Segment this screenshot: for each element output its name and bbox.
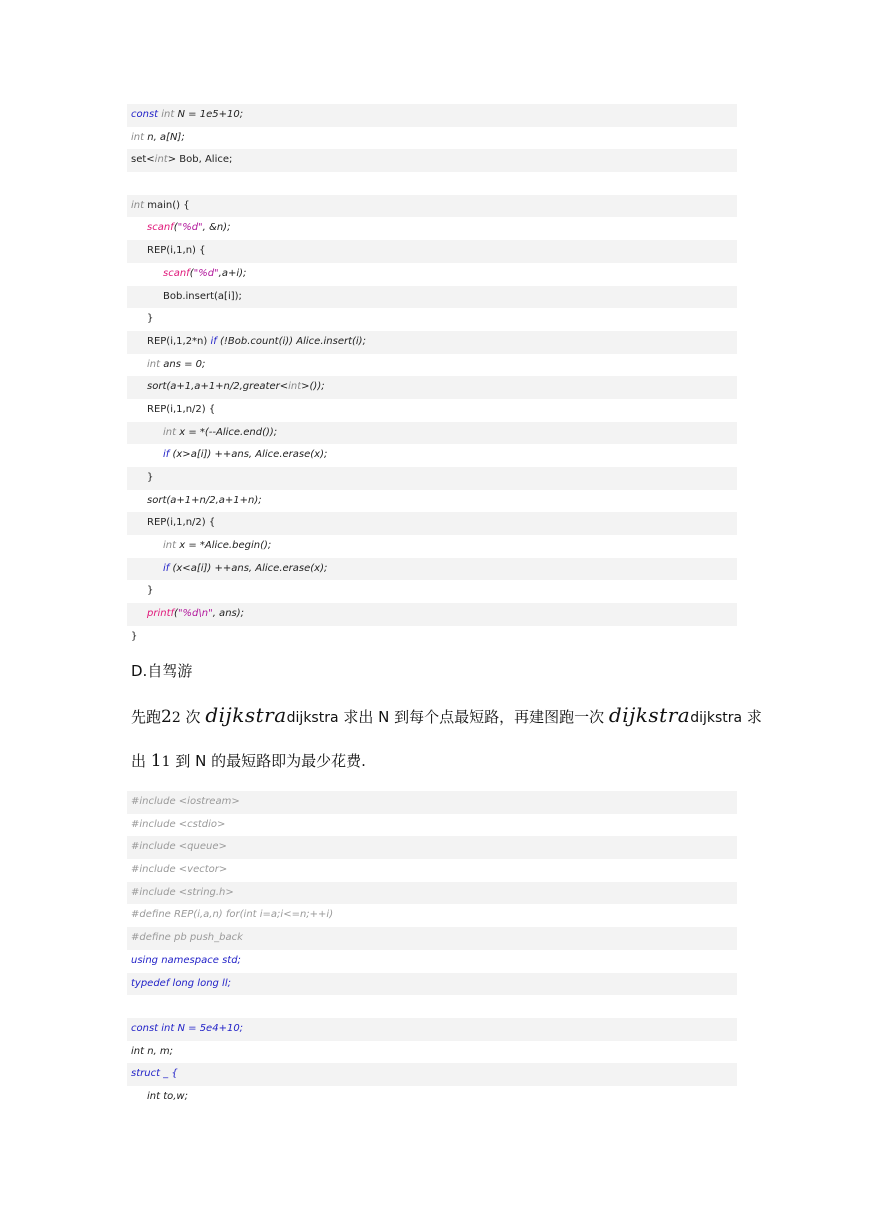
code-line: using namespace std; (131, 954, 241, 966)
code-block-1 (127, 104, 737, 649)
code-line: #include <string.h> (127, 882, 737, 905)
paragraph-line-1: 先跑22 次 dijkstradijkstra 求出 N 到每个点最短路，再建图跑一次 dijkstradijkstra 求 (131, 703, 762, 727)
code-line: sort(a+1+n/2,a+1+n); (147, 494, 262, 506)
code-line: int ans = 0; (147, 358, 206, 370)
code-line: #define REP(i,a,n) for(int i=a;i<=n;++i) (131, 909, 334, 921)
code-line: } (131, 630, 138, 642)
code-line: REP(i,1,2*n) if (!Bob.count(i)) Alice.insert(i); (127, 331, 737, 354)
code-line: if (x<a[i]) ++ans, Alice.erase(x); (127, 558, 737, 581)
code-line: #include <cstdio> (131, 818, 226, 830)
code-line: REP(i,1,n/2) { (147, 403, 216, 415)
code-line: #include <queue> (127, 836, 737, 859)
code-line: #define pb push_back (127, 927, 737, 950)
code-line: int n, m; (131, 1045, 174, 1057)
code-line: #include <vector> (131, 864, 228, 876)
code-line: } (127, 467, 737, 490)
code-line (127, 172, 737, 195)
code-line: int x = *Alice.begin(); (163, 540, 272, 552)
code-line: const int N = 1e5+10; (127, 104, 737, 127)
code-line: int main() { (127, 195, 737, 218)
code-line: REP(i,1,n/2) { (127, 512, 737, 535)
code-line: #include <iostream> (127, 791, 737, 814)
code-line: if (x>a[i]) ++ans, Alice.erase(x); (163, 449, 328, 461)
code-line: int x = *(--Alice.end()); (127, 422, 737, 445)
code-line: scanf("%d", &n); (147, 222, 231, 234)
code-line: sort(a+1,a+1+n/2,greater<int>()); (127, 376, 737, 399)
paragraph-line-2: 出 11 到 N 的最短路即为最少花费. (131, 751, 366, 771)
code-line: set<int> Bob, Alice; (127, 149, 737, 172)
code-line: } (147, 313, 154, 325)
code-line (127, 995, 737, 1018)
code-line: scanf("%d",a+i); (163, 267, 247, 279)
code-block-2 (127, 791, 737, 1109)
code-line: typedef long long ll; (127, 973, 737, 996)
code-line: } (147, 585, 154, 597)
code-line: struct _ { (127, 1063, 737, 1086)
code-line: REP(i,1,n) { (127, 240, 737, 263)
code-line: int to,w; (147, 1090, 188, 1102)
code-line: const int N = 5e4+10; (127, 1018, 737, 1041)
code-line: int n, a[N]; (131, 131, 185, 143)
code-line: Bob.insert(a[i]); (127, 286, 737, 309)
code-line: printf("%d\n", ans); (127, 603, 737, 626)
section-heading: D.自驾游 (131, 662, 193, 680)
